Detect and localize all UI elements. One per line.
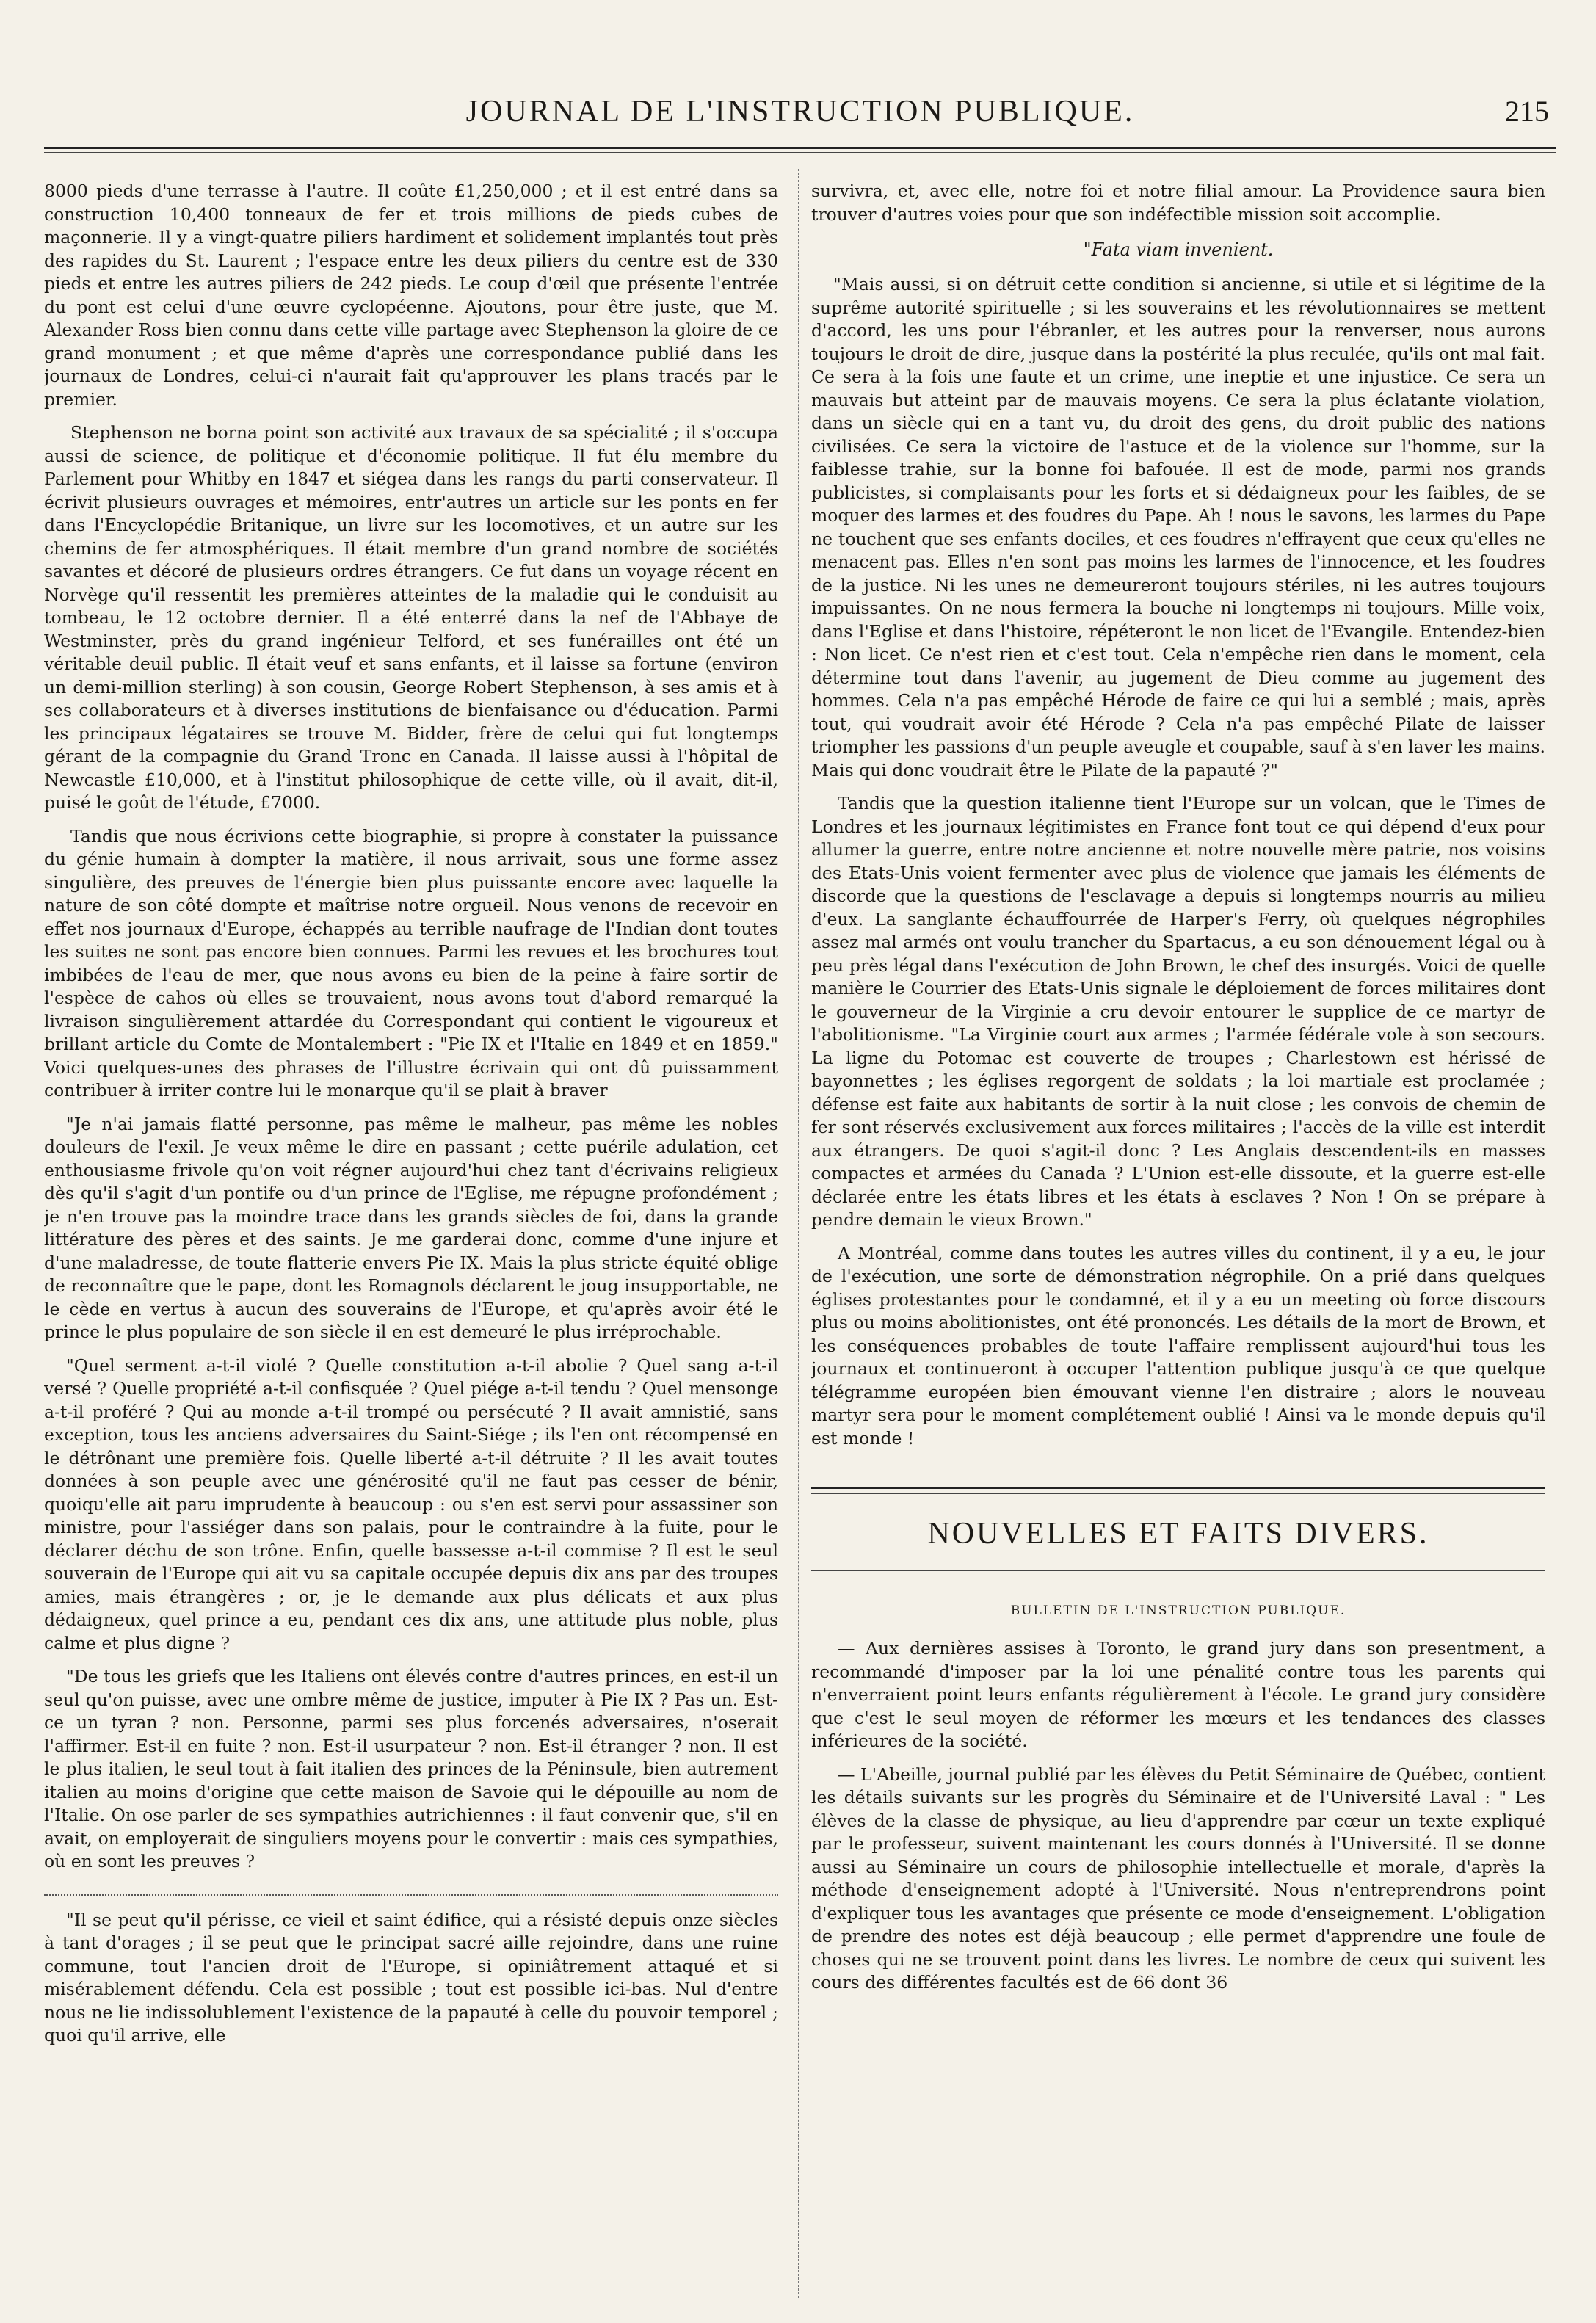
news-item: — L'Abeille, journal publié par les élèves du Petit Séminaire de Québec, contient les détails suivants sur les progrès du Séminaire et de l'Université Laval : " Les élèves de la classe de physique, au lieu d'apprendre par cœur un texte expliqué par le professeur, suivent maintenant les cours donnés à l'Université. Il se donne aussi au Séminaire un cours de philosophie intellectuelle et morale, d'après la méthode d'enseignement adopté à l'Université. Nous n'entreprendrons point d'expliquer tous les avantages que présente ce mode d'enseignement. L'obligation de prendre des notes est déjà beaucoup ; elle permet d'apprendre une foule de choses qui ne se trouvent point dans les livres. Le nombre de ceux qui suivent les cours des différentes facultés est de 66 dont 36 xyxy=(811,1764,1545,1993)
article-paragraph: survivra, et, avec elle, notre foi et notre filial amour. La Providence saura bien trouver d'autres voies pour que son indéfectible mission soit accomplie. xyxy=(811,181,1545,225)
section-title-rule xyxy=(811,1570,1545,1571)
article-paragraph: Tandis que nous écrivions cette biographie, si propre à constater la puissance du génie humain à dompter la matière, il nous arrivait, sous une forme assez singulière, des preuves de l'énergie bien plus puissante encore avec laquelle la nature de son côté dompte et maîtrise notre orgueil. Nous venons de recevoir en effet nos journaux d'Europe, échappés au terrible naufrage de l'Indian dont toutes les suites ne sont pas encore bien connues. Parmi les revues et les brochures tout imbibées de l'eau de mer, que nous avons eu bien de la peine à faire sortir de l'espèce de cahos où elles se trouvaient, nous avons tout d'abord remarqué la livraison singulièrement attardée du Correspondant qui contient le vigoureux et brillant article du Comte de Montalembert : "Pie IX et l'Italie en 1849 et en 1859." Voici quelques-unes des phrases de l'illustre écrivain qui ont dû puissamment contribuer à irriter contre lui le monarque qu'il se plait à braver xyxy=(44,825,778,1101)
header-rule-thin xyxy=(44,152,1556,153)
article-paragraph: Stephenson ne borna point son activité aux travaux de sa spécialité ; il s'occupa aussi de science, de politique et d'économie politique. Il fut élu membre du Parlement pour Whitby en 1847 et siégea dans les rangs du parti conservateur. Il écrivit plusieurs ouvrages et mémoires, entr'autres un article sur les ponts en fer dans l'Encyclopédie Britanique, un livre sur les locomotives, et un autre sur les chemins de fer atmosphériques. Il était membre d'un grand nombre de sociétés savantes et décoré de plusieurs ordres étrangers. Ce fut dans un voyage récent en Norvège qu'il ressentit les premières atteintes de la maladie qui le conduisit au tombeau, le 12 octobre dernier. Il a été enterré dans la nef de l'Abbaye de Westminster, près du grand ingénieur Telford, et ses funérailles ont été un véritable deuil public. Il était veuf et sans enfants, et il laisse sa fortune (environ un demi-million sterling) à son cousin, George Robert Stephenson, à ses amis et à ses collaborateurs et à diverses institutions de bienfaisance ou d'éducation. Parmi les principaux légataires se trouve M. Bidder, frère de celui qui fut longtemps gérant de la compagnie du Grand Tronc en Canada. Il laisse aussi à l'hôpital de Newcastle £10,000, et à l'institut philosophique de cette ville, où il avait, dit-il, puisé le goût de l'étude, £7000. xyxy=(44,422,778,813)
newspaper-page xyxy=(44,0,1556,2323)
section-rule-thin xyxy=(811,1493,1545,1494)
page-header xyxy=(44,88,1556,139)
quote-paragraph: "Mais aussi, si on détruit cette condition si ancienne, si utile et si légitime de la suprême autorité spirituelle ; si les souverains et les révolutionnaires se mettent d'accord, les uns pour l'ébranler, et les autres pour la renverser, nous aurons toujours le droit de dire, jusque dans la postérité la plus reculée, qu'ils ont mal fait. Ce sera à la fois une faute et un crime, une ineptie et une injustice. Ce sera un mauvais but atteint par de mauvais moyens. Ce sera la plus éclatante violation, dans un siècle qui en a tant vu, du droit des gens, du droit public des nations civilisées. Ce sera la victoire de l'astuce et de la violence sur l'homme, sur la faiblesse trahie, sur la bonne foi bafouée. Il est de mode, parmi nos grands publicistes, si complaisants pour les forts et si dédaigneux pour les faibles, de se moquer des larmes et des foudres du Pape. Ah ! nous le savons, les larmes du Pape ne touchent que ses enfants dociles, et ces foudres n'effrayent que ceux qu'elles ne menacent pas. Elles n'en sont pas moins les larmes de l'innocence, et les foudres de la justice. Ni les unes ne demeureront toujours stériles, ni les autres toujours impuissantes. On ne nous fermera la bouche ni longtemps ni toujours. Mille voix, dans l'Eglise et dans l'histoire, répéteront le non licet de l'Evangile. Entendez-bien : Non licet. Ce n'est rien et c'est tout. Cela n'empêche rien dans le moment, cela détermine tout dans l'avenir, au jugement de Dieu comme au jugement des hommes. Cela n'a pas empêché Hérode de faire ce qui lui a semblé ; mais, après tout, qui voudrait avoir été Hérode ? Cela n'a pas empêché Pilate de laisser triompher les passions d'un peuple aveugle et coupable, sauf à s'en laver les mains. Mais qui donc voudrait être le Pilate de la papauté ?" xyxy=(811,274,1545,780)
bulletin-subhead: BULLETIN DE L'INSTRUCTION PUBLIQUE. xyxy=(1010,1603,1346,1618)
page-number: 215 xyxy=(1505,95,1549,128)
section-rule xyxy=(811,1487,1545,1489)
left-column xyxy=(44,180,778,2294)
latin-motto: "Fata viam invenient. xyxy=(1083,239,1274,260)
article-paragraph: 8000 pieds d'une terrasse à l'autre. Il coûte £1,250,000 ; et il est entré dans sa construction 10,400 tonneaux de fer et trois millions de pieds cubes de maçonnerie. Il y a vingt-quatre piliers hardiment et solidement implantés tout près des rapides du St. Laurent ; l'espace entre les deux piliers du centre est de 330 pieds et entre les autres piliers de 242 pieds. Le coup d'œil que présente l'entrée du pont est celui d'une œuvre cyclopéenne. Ajoutons, pour être juste, que M. Alexander Ross bien connu dans cette ville partage avec Stephenson la gloire de ce grand monument ; et que même d'après une correspondance publié dans les journaux de Londres, celui-ci n'aurait fait qu'approuver les plans tracés par le premier. xyxy=(44,181,778,410)
header-rule xyxy=(44,147,1556,149)
quote-paragraph: "Quel serment a-t-il violé ? Quelle constitution a-t-il abolie ? Quel sang a-t-il versé ? Quelle propriété a-t-il confisquée ? Quel piége a-t-il tendu ? Quel mensonge a-t-il proféré ? Qui au monde a-t-il trompé ou persécuté ? Il avait amnistié, sans exception, tous les anciens adversaires du Saint-Siége ; ils l'en ont récompensé en le détrônant une première fois. Quelle liberté a-t-il détruite ? Il les avait toutes données à son peuple avec une générosité qu'il ne faut pas cesser de bénir, quoiqu'elle ait paru imprudente à beaucoup : ou s'en est servi pour assassiner son ministre, pour l'assiéger dans son palais, pour le contraindre à la fuite, pour le déclarer déchu de son trône. Enfin, quelle bassesse a-t-il commise ? Il est le seul souverain de l'Europe qui ait vu sa capitale occupée depuis dix ans par des troupes amies, mais étrangères ; or, je le demande aux plus délicats et aux plus dédaigneux, quel prince a eu, pendant ces dix ans, une attitude plus noble, plus calme et plus digne ? xyxy=(44,1355,778,1653)
dotted-separator xyxy=(44,1884,778,1896)
right-column xyxy=(811,180,1545,2294)
news-item: — Aux dernières assises à Toronto, le grand jury dans son presentment, a recommandé d'imposer par la loi une pénalité contre tous les parents qui n'enverraient point leurs enfants régulièrement à l'école. Le grand jury considère que c'est le seul moyen de réformer les mœurs et les tendances des classes inférieures de la société. xyxy=(811,1638,1545,1751)
quote-paragraph: "Il se peut qu'il périsse, ce vieil et saint édifice, qui a résisté depuis onze siècles à tant d'orages ; il se peut que le principat sacré aille rejoindre, dans une ruine commune, tout l'ancien droit de l'Europe, si opiniâtrement attaqué et si misérablement défendu. Cela est possible ; tout est possible ici-bas. Nul d'entre nous ne lie indissolublement l'existence de la papauté à celle du pouvoir temporel ; quoi qu'il arrive, elle xyxy=(44,1909,778,2045)
journal-title: JOURNAL DE L'INSTRUCTION PUBLIQUE. xyxy=(465,95,1135,128)
column-divider xyxy=(798,169,799,2298)
section-title: NOUVELLES ET FAITS DIVERS. xyxy=(927,1517,1429,1551)
quote-paragraph: "De tous les griefs que les Italiens ont élevés contre d'autres princes, en est-il un seul qu'on puisse, avec une ombre même de justice, imputer à Pie IX ? Pas un. Est-ce un tyran ? non. Personne, parmi ses plus forcenés adversaires, n'oserait l'affirmer. Est-il en fuite ? non. Est-il usurpateur ? non. Est-il étranger ? non. Il est le plus italien, le seul tout à fait italien des princes de la Péninsule, bien autrement italien au moins d'origine que cette maison de Savoie qui le dépouille au nom de l'Italie. On ose parler de ses sympathies autrichiennes : il faut convenir que, s'il en avait, on employerait de singuliers moyens pour le convertir : mais ces sympathies, où en sont les preuves ? xyxy=(44,1666,778,1871)
article-paragraph: Tandis que la question italienne tient l'Europe sur un volcan, que le Times de Londres et les journaux légitimistes en France font tout ce qui dépend d'eux pour allumer la guerre, entre notre ancienne et notre nouvelle mère patrie, nos voisins des Etats-Unis voient fermenter avec plus de violence que jamais les éléments de discorde que la questions de l'esclavage a depuis si longtemps nourris au milieu d'eux. La sanglante échauffourrée de Harper's Ferry, où quelques négrophiles assez mal armés ont voulu trancher du Spartacus, a eu son dénouement légal ou à peu près légal dans l'exécution de John Brown, le chef des insurgés. Voici de quelle manière le Courrier des Etats-Unis signale le déploiement de forces militaires dont le gouverneur de la Virginie a cru devoir entourer le supplice de ce martyr de l'abolitionisme. "La Virginie court aux armes ; l'armée fédérale vole à son secours. La ligne du Potomac est couverte de troupes ; Charlestown est hérissé de bayonnettes ; les églises regorgent de soldats ; la loi martiale est proclamée ; défense est faite aux habitants de sortir à la nuit close ; les convois de chemin de fer sont réservés exclusivement aux forces militaires ; l'accès de la ville est interdit aux étrangers. De quoi s'agit-il donc ? Les Anglais descendent-ils en masses compactes et armées du Canada ? L'Union est-elle dissoute, et la guerre est-elle déclarée entre les états libres et les états à esclaves ? Non ! On se prépare à pendre demain le vieux Brown." xyxy=(811,793,1545,1230)
article-paragraph: A Montréal, comme dans toutes les autres villes du continent, il y a eu, le jour de l'exécution, une sorte de démonstration négrophile. On a prié dans quelques églises protestantes pour le condamné, et il y a eu un meeting où force discours plus ou moins abolitionistes, ont été prononcés. Les détails de la mort de Brown, et les conséquences probables de toute l'affaire remplissent aujourd'hui tous les journaux et continueront à occuper l'attention publique jusqu'à ce que quelque télégramme européen bien émouvant vienne l'en distraire ; alors le nouveau martyr sera pour le moment complétement oublié ! Ainsi va le monde depuis qu'il est monde ! xyxy=(811,1242,1545,1449)
quote-paragraph: "Je n'ai jamais flatté personne, pas même le malheur, pas même les nobles douleurs de l'exil. Je veux même le dire en passant ; cette puérile adulation, cet enthousiasme frivole qu'on voit régner aujourd'hui chez tant d'écrivains religieux dès qu'il s'agit d'un pontife ou d'un prince de l'Eglise, me répugne profondément ; je n'en trouve pas la moindre trace dans les grands siècles de foi, dans la grande littérature des pères et des saints. Je me garderai donc, comme d'une injure et d'une maladresse, de toute flatterie envers Pie IX. Mais la plus stricte équité oblige de reconnaître que le pape, dont les Romagnols déclarent le joug insupportable, ne le cède en vertus à aucun des souverains de l'Europe, et qu'après avoir été le prince le plus populaire de son siècle il en est demeuré le plus irréprochable. xyxy=(44,1113,778,1342)
